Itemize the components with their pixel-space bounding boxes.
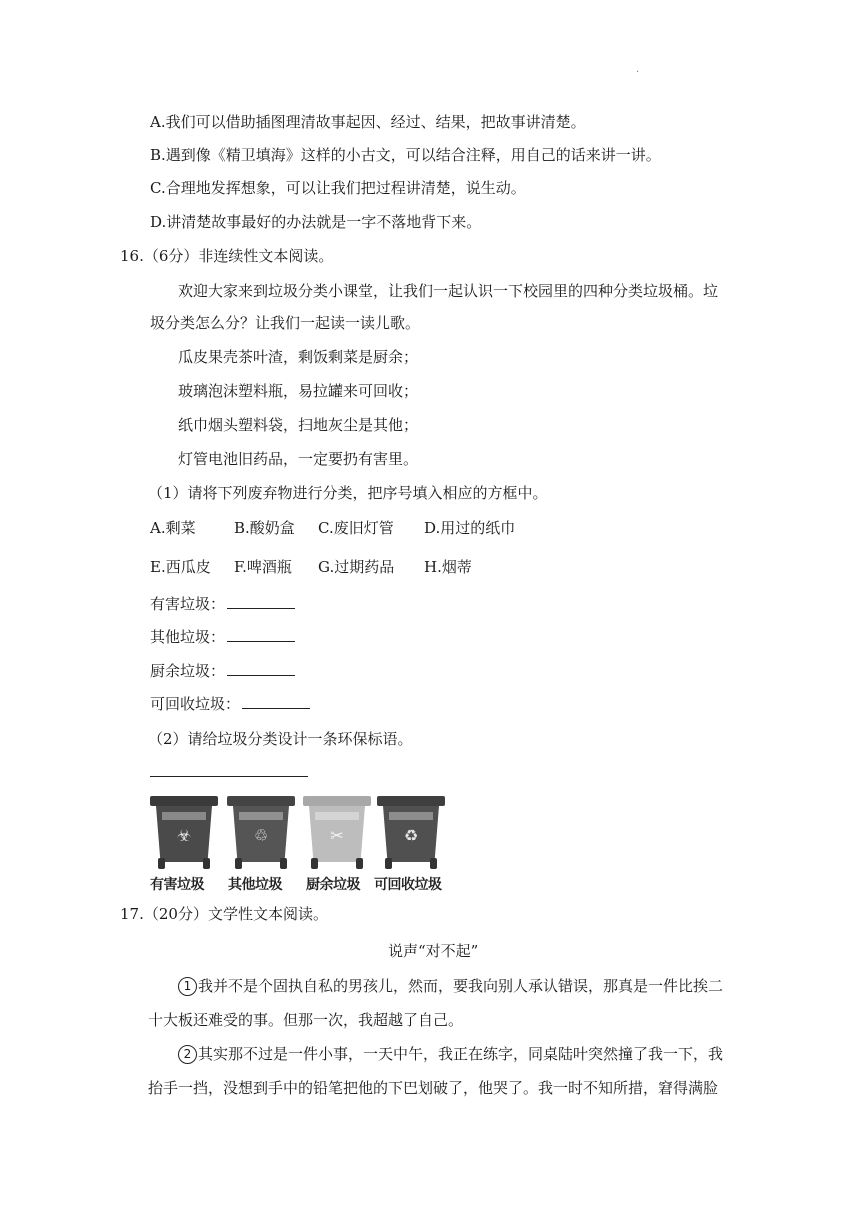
option-b-15: B.遇到像《精卫填海》这样的小古文，可以结合注释，用自己的话来讲一讲。 bbox=[150, 146, 661, 164]
poem-line-2: 玻璃泡沫塑料瓶，易拉罐来可回收； bbox=[178, 382, 419, 400]
bin-label-kitchen: 厨余垃圾 bbox=[306, 877, 360, 893]
fill-hazardous-label: 有害垃圾： bbox=[150, 595, 226, 613]
fill-other bbox=[150, 627, 295, 647]
q16-intro-line2: 圾分类怎么分？让我们一起读一读儿歌。 bbox=[150, 314, 421, 332]
fill-other-blank[interactable] bbox=[227, 627, 295, 642]
corner-mark: . bbox=[636, 64, 640, 75]
bin-kitchen bbox=[303, 792, 371, 872]
option-a-15: A.我们可以借助插图理清故事起因、经过、结果，把故事讲清楚。 bbox=[150, 113, 586, 131]
paragraph-2-text1: 其实那不过是一件小事，一天中午，我正在练字，同桌陆叶突然撞了我一下，我 bbox=[198, 1045, 724, 1063]
option-c-15: C.合理地发挥想象，可以让我们把过程讲清楚，说生动。 bbox=[150, 179, 526, 197]
paragraph-1-line2: 十大板还难受的事。但那一次，我超越了自己。 bbox=[148, 1011, 464, 1029]
item-g: G.过期药品 bbox=[318, 558, 395, 576]
item-d: D.用过的纸巾 bbox=[424, 519, 516, 537]
q16-sub1: （1）请将下列废弃物进行分类，把序号填入相应的方框中。 bbox=[148, 484, 548, 502]
fill-other-label: 其他垃圾： bbox=[150, 628, 226, 646]
bin-label-other: 其他垃圾 bbox=[228, 877, 282, 893]
fill-recyclable-label: 可回收垃圾： bbox=[150, 695, 241, 713]
paragraph-2-line2: 抬手一挡，没想到手中的铅笔把他的下巴划破了，他哭了。我一时不知所措，窘得满脸 bbox=[148, 1079, 719, 1097]
fill-kitchen-blank[interactable] bbox=[227, 661, 295, 676]
item-a: A.剩菜 bbox=[150, 519, 196, 537]
bin-label-hazardous: 有害垃圾 bbox=[150, 877, 204, 893]
item-h: H.烟蒂 bbox=[424, 558, 472, 576]
poem-line-4: 灯管电池旧药品，一定要扔有害里。 bbox=[178, 450, 419, 468]
fill-hazardous-blank[interactable] bbox=[227, 594, 295, 609]
item-b: B.酸奶盒 bbox=[234, 519, 295, 537]
paragraph-2-line1 bbox=[178, 1044, 723, 1064]
other-waste-icon: ♲ bbox=[253, 826, 269, 845]
bin-recyclable bbox=[377, 792, 445, 872]
item-e: E.西瓜皮 bbox=[150, 558, 211, 576]
option-d-15: D.讲清楚故事最好的办法就是一字不落地背下来。 bbox=[150, 213, 482, 231]
question-16-header: 16.（6分）非连续性文本阅读。 bbox=[120, 247, 334, 265]
paragraph-2-number: 2 bbox=[178, 1045, 197, 1064]
bin-other bbox=[227, 792, 295, 872]
question-17-header: 17.（20分）文学性文本阅读。 bbox=[120, 905, 328, 923]
food-waste-icon: ✂ bbox=[330, 826, 344, 845]
paragraph-1-number: 1 bbox=[178, 977, 197, 996]
hazard-icon: ☣ bbox=[176, 826, 192, 845]
story-title: 说声“对不起” bbox=[388, 942, 479, 960]
q16-intro-line1: 欢迎大家来到垃圾分类小课堂，让我们一起认识一下校园里的四种分类垃圾桶。垃 bbox=[178, 282, 719, 300]
recycle-icon: ♻ bbox=[403, 826, 419, 845]
item-c: C.废旧灯管 bbox=[318, 519, 394, 537]
paragraph-1-line1 bbox=[178, 976, 723, 996]
fill-kitchen-label: 厨余垃圾： bbox=[150, 662, 226, 680]
trash-bins-illustration bbox=[148, 792, 460, 894]
fill-recyclable-blank[interactable] bbox=[242, 694, 310, 709]
bin-label-recyclable: 可回收垃圾 bbox=[374, 877, 442, 893]
item-f: F.啤酒瓶 bbox=[234, 558, 292, 576]
fill-recyclable bbox=[150, 694, 310, 714]
fill-kitchen bbox=[150, 661, 295, 681]
bin-hazardous bbox=[150, 792, 218, 872]
paragraph-1-text1: 我并不是个固执自私的男孩儿，然而，要我向别人承认错误，那真是一件比挨二 bbox=[198, 977, 724, 995]
slogan-blank[interactable] bbox=[150, 776, 308, 777]
q16-sub2: （2）请给垃圾分类设计一条环保标语。 bbox=[148, 730, 413, 748]
poem-line-1: 瓜皮果壳茶叶渣，剩饭剩菜是厨余； bbox=[178, 348, 419, 366]
fill-hazardous bbox=[150, 594, 295, 614]
poem-line-3: 纸巾烟头塑料袋，扫地灰尘是其他； bbox=[178, 416, 419, 434]
